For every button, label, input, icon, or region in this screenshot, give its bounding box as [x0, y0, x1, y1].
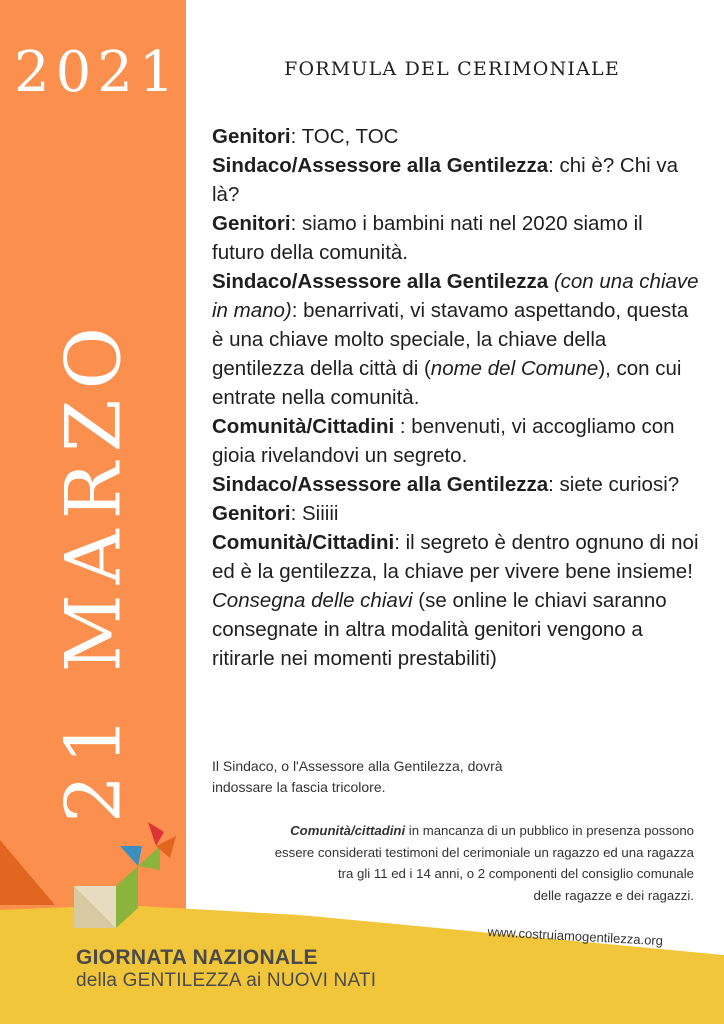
page-title: FORMULA DEL CERIMONIALE: [284, 58, 620, 80]
speaker-label: Comunità/Cittadini: [212, 531, 395, 554]
stage-direction: Consegna delle chiavi: [212, 589, 413, 612]
ceremony-dialogue: [212, 122, 700, 673]
speaker-label: Sindaco/Assessore alla Gentilezza: [212, 154, 549, 177]
speaker-label: Genitori: [212, 212, 291, 235]
dialogue-line: Comunità/Cittadini: il segreto è dentro ognuno di noi ed è la gentilezza, la chiave per vivere bene insieme!: [212, 531, 699, 583]
website-link[interactable]: www.costruiamogentilezza.org: [487, 924, 664, 949]
speaker-label: Genitori: [212, 125, 291, 148]
date-vertical-label: 21 MARZO: [48, 317, 138, 823]
dialogue-line: Genitori: Siiiii: [212, 502, 339, 525]
brand-title: GIORNATA NAZIONALE: [76, 946, 318, 969]
dialogue-line: Sindaco/Assessore alla Gentilezza: chi è? Chi va là?: [212, 154, 679, 206]
witness-footnote: Comunità/cittadini in mancanza di un pubblico in presenza possono essere considerati testimoni del cerimoniale un ragazzo ed una ragazza tra gli 11 ed i 14 anni, o 2 componenti del consiglio comunale delle ragazze e dei ragazzi.: [274, 823, 694, 903]
speaker-label: Genitori: [212, 502, 291, 525]
dialogue-line: Sindaco/Assessore alla Gentilezza (con una chiave in mano): benarrivati, vi stavamo aspettando, questa è una chiave molto speciale, la chiave della gentilezza della città di (nome del Comune), con cui entrate nella comunità.: [212, 270, 699, 409]
footnote-lead: Comunità/cittadini: [290, 823, 406, 838]
dialogue-line: Sindaco/Assessore alla Gentilezza: siete curiosi?: [212, 473, 680, 496]
brand-subtitle: della GENTILEZZA ai NUOVI NATI: [76, 970, 377, 991]
year-label: 2021: [14, 40, 181, 105]
dialogue-line: Comunità/Cittadini : benvenuti, vi accogliamo con gioia rivelandovi un segreto.: [212, 415, 675, 467]
speaker-label: Comunità/Cittadini: [212, 415, 395, 438]
sash-note: Il Sindaco, o l'Assessore alla Gentilezza, dovrà indossare la fascia tricolore.: [212, 758, 503, 795]
dialogue-line: Consegna delle chiavi (se online le chiavi saranno consegnate in altra modalità genitori vengono a ritirarle nei momenti prestabiliti): [212, 589, 667, 670]
speaker-label: Sindaco/Assessore alla Gentilezza: [212, 473, 549, 496]
dialogue-line: Genitori: TOC, TOC: [212, 125, 399, 148]
speaker-label: Sindaco/Assessore alla Gentilezza: [212, 270, 549, 293]
dialogue-line: Genitori: siamo i bambini nati nel 2020 siamo il futuro della comunità.: [212, 212, 643, 264]
